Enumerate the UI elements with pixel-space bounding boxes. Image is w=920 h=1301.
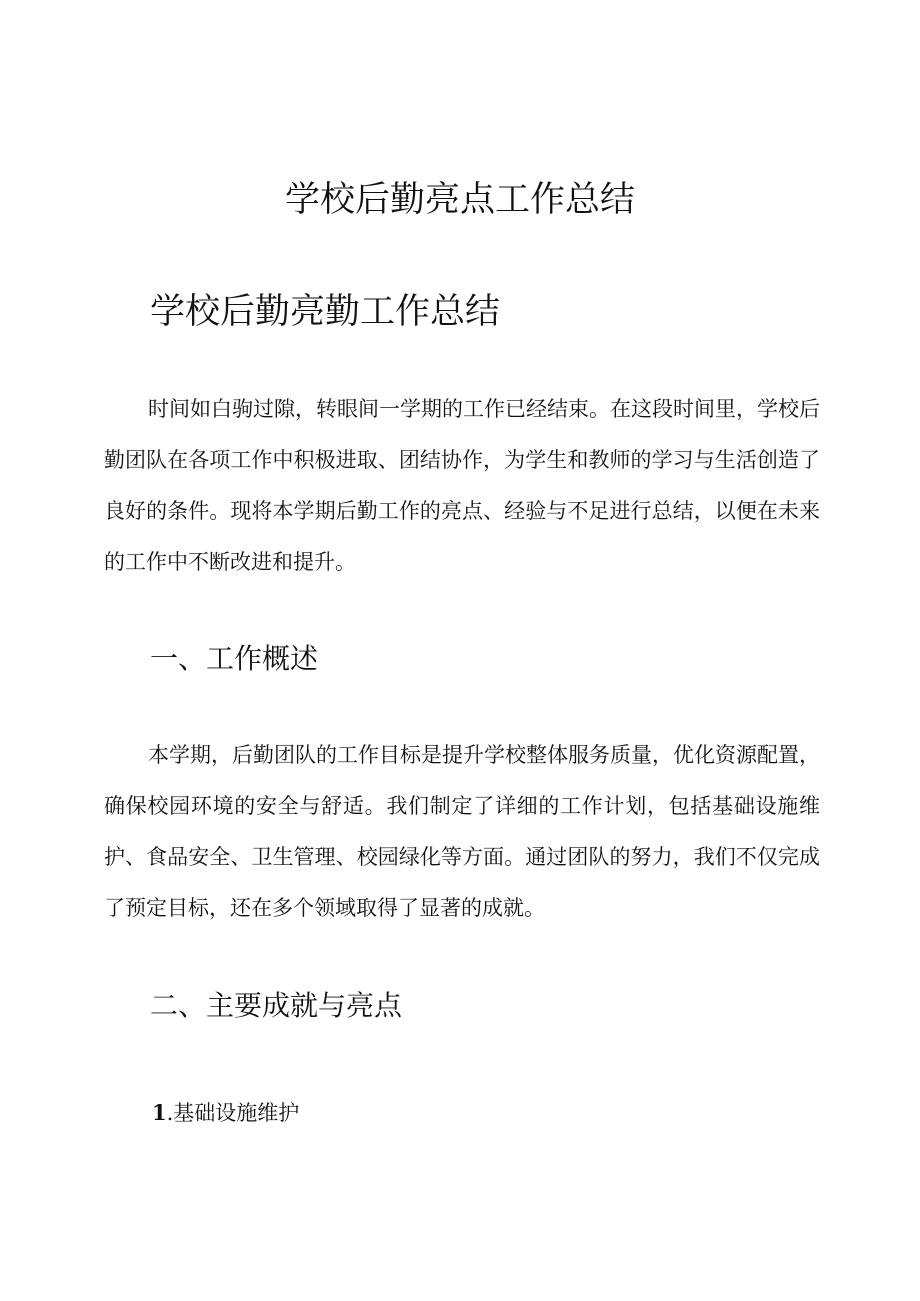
subsection-label: .基础设施维护 [166, 1101, 300, 1125]
overview-paragraph: 本学期，后勤团队的工作目标是提升学校整体服务质量，优化资源配置，确保校园环境的安全与舒适。我们制定了详细的工作计划，包括基础设施维护、食品安全、卫生管理、校园绿化等方面。通过团队的努力，我们不仅完成了预定目标，还在多个领域取得了显著的成就。 [104, 743, 820, 920]
document-subtitle: 学校后勤亮勤工作总结 [150, 292, 501, 332]
intro-paragraph: 时间如白驹过隙，转眼间一学期的工作已经结束。在这段时间里，学校后勤团队在各项工作中积极进取、团结协作，为学生和教师的学习与生活创造了良好的条件。现将本学期后勤工作的亮点、经验与不足进行总结，以便在未来的工作中不断改进和提升。 [104, 397, 820, 574]
section-heading-achievements: 二、主要成就与亮点 [150, 989, 403, 1022]
section-heading-overview: 一、工作概述 [150, 642, 319, 675]
subsection-infrastructure [152, 1093, 299, 1133]
document-title: 学校后勤亮点工作总结 [284, 180, 635, 220]
subsection-number: 1 [152, 1100, 167, 1125]
